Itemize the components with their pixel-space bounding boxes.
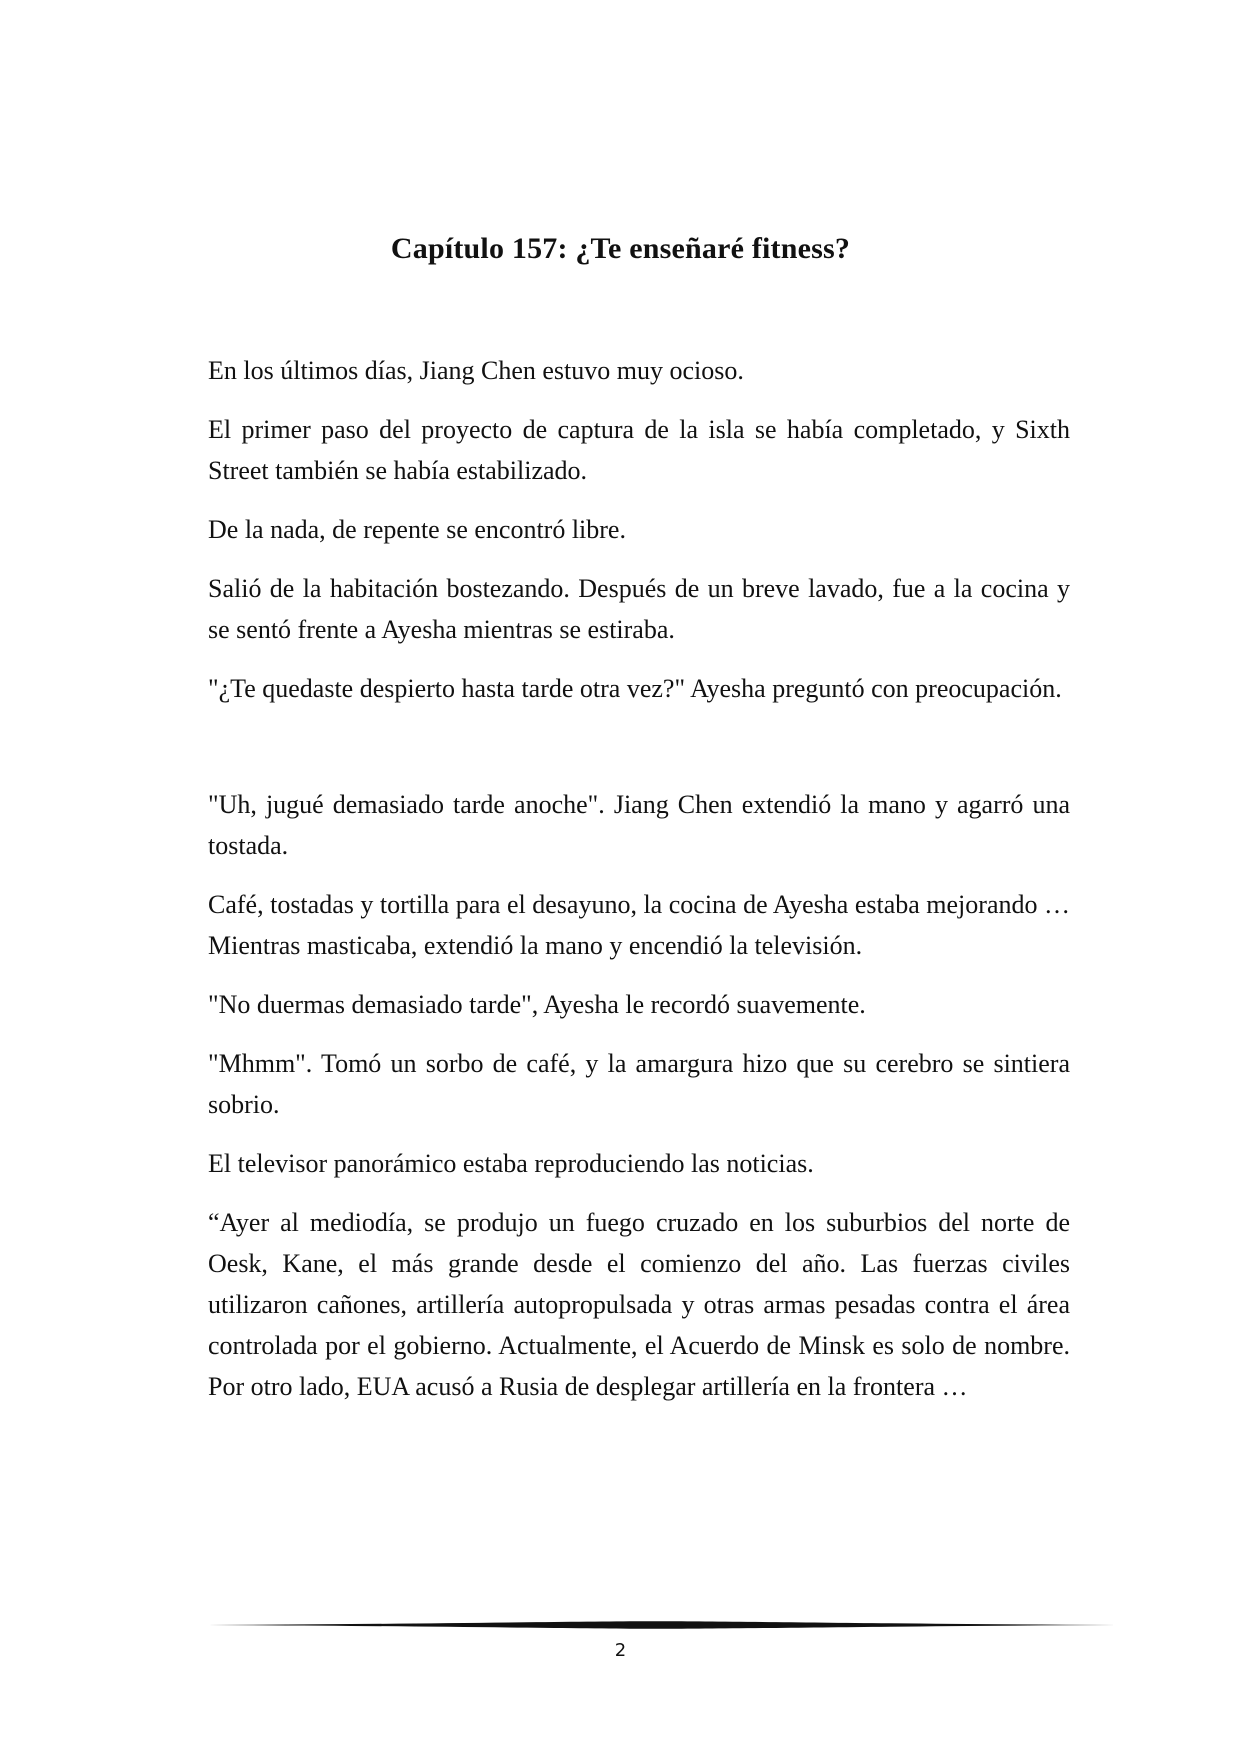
paragraph: "Mhmm". Tomó un sorbo de café, y la amargura hizo que su cerebro se sintiera sobrio. xyxy=(208,1049,1070,1119)
paragraph: Salió de la habitación bostezando. Después de un breve lavado, fue a la cocina y se sentó frente a Ayesha mientras se estiraba. xyxy=(208,574,1070,644)
paragraph: “Ayer al mediodía, se produjo un fuego cruzado en los suburbios del norte de Oesk, Kane, el más grande desde el comienzo del año. Las fuerzas civiles utilizaron cañones, artillería autopropulsada y otras armas pesadas contra el área controlada por el gobierno. Actualmente, el Acuerdo de Minsk es solo de nombre. Por otro lado, EUA acusó a Rusia de desplegar artillería en la frontera … xyxy=(208,1208,1070,1401)
paragraph: Café, tostadas y tortilla para el desayuno, la cocina de Ayesha estaba mejorando … Mientras masticaba, extendió la mano y encendió la televisión. xyxy=(208,890,1070,960)
paragraph: De la nada, de repente se encontró libre. xyxy=(208,515,626,544)
paragraph: El primer paso del proyecto de captura de la isla se había completado, y Sixth Street también se había estabilizado. xyxy=(208,415,1070,485)
footer-divider xyxy=(208,1620,1116,1630)
paragraph: "No duermas demasiado tarde", Ayesha le recordó suavemente. xyxy=(208,990,866,1019)
chapter-title: Capítulo 157: ¿Te enseñaré fitness? xyxy=(390,232,851,265)
chapter-body xyxy=(208,350,1070,1425)
page-number: 2 xyxy=(614,1640,627,1661)
paragraph: "¿Te quedaste despierto hasta tarde otra vez?" Ayesha preguntó con preocupación. xyxy=(208,674,1062,703)
paragraph: El televisor panorámico estaba reproduciendo las noticias. xyxy=(208,1149,814,1178)
paragraph: "Uh, jugué demasiado tarde anoche". Jiang Chen extendió la mano y agarró una tostada. xyxy=(208,790,1070,860)
paragraph: En los últimos días, Jiang Chen estuvo muy ocioso. xyxy=(208,356,744,385)
